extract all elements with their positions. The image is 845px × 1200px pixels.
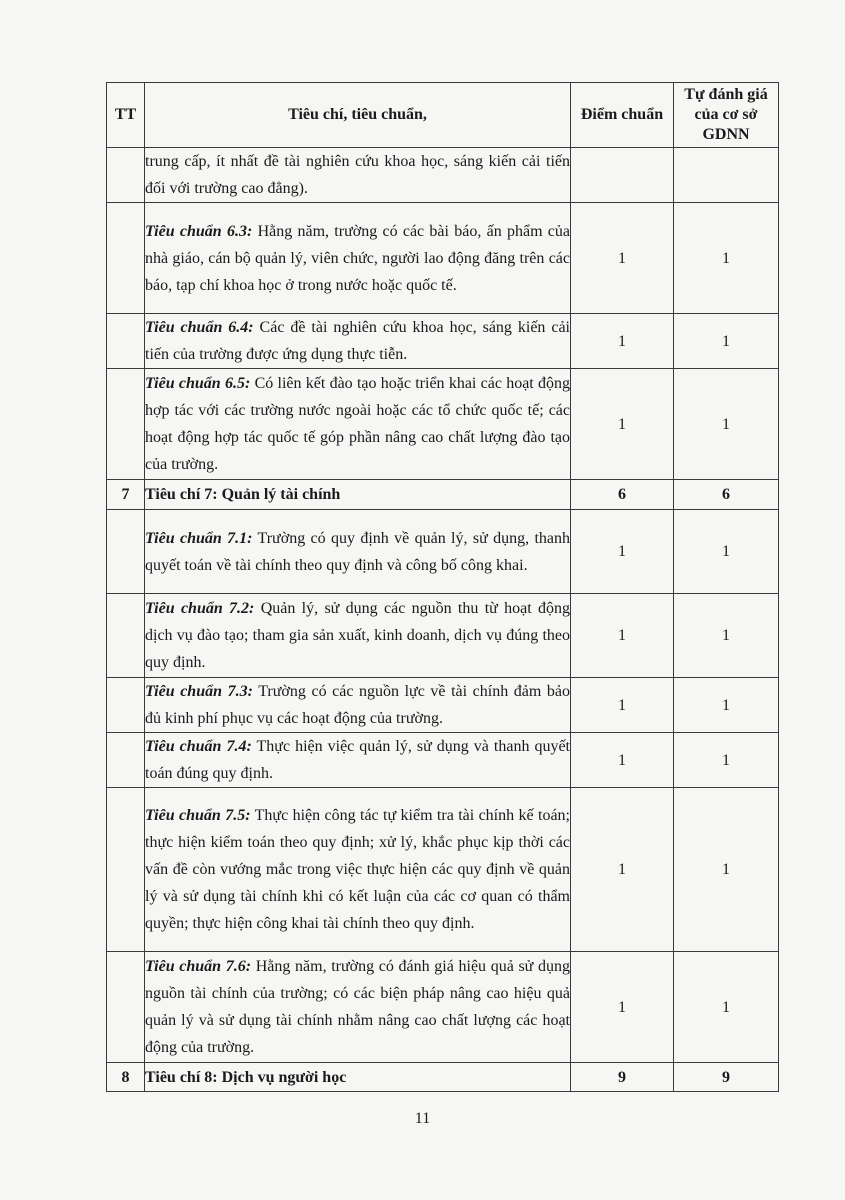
row-description xyxy=(145,480,571,510)
row-tt xyxy=(107,369,145,480)
row-description xyxy=(145,952,571,1063)
row-diem-chuan: 1 xyxy=(571,369,674,480)
standard-text: Tiêu chí 8: Dịch vụ người học xyxy=(145,1068,347,1086)
standard-label: Tiêu chuẩn 7.5: xyxy=(145,807,251,824)
row-tu-danh-gia: 1 xyxy=(674,733,779,788)
row-tu-danh-gia: 1 xyxy=(674,314,779,369)
row-tu-danh-gia: 1 xyxy=(674,510,779,594)
table-header-row xyxy=(107,83,779,148)
standard-label: Tiêu chuẩn 7.2: xyxy=(145,600,255,617)
row-tu-danh-gia: 1 xyxy=(674,203,779,314)
row-tt xyxy=(107,788,145,952)
header-description: Tiêu chí, tiêu chuẩn, xyxy=(145,83,571,148)
standard-text: Quản lý, sử dụng các nguồn thu từ hoạt động dịch vụ đào tạo; tham gia sản xuất, kinh doanh, dịch vụ đúng theo quy định. xyxy=(145,600,570,671)
row-description xyxy=(145,314,571,369)
standard-row xyxy=(107,952,779,1063)
row-tu-danh-gia: 1 xyxy=(674,788,779,952)
standard-text: Trường có quy định về quản lý, sử dụng, thanh quyết toán về tài chính theo quy định và công bố công khai. xyxy=(145,529,570,574)
row-tt xyxy=(107,733,145,788)
standard-label: Tiêu chuẩn 7.3: xyxy=(145,683,253,700)
criteria-table xyxy=(106,82,779,1092)
row-description xyxy=(145,678,571,733)
row-tt xyxy=(107,510,145,594)
standard-row xyxy=(107,203,779,314)
standard-row xyxy=(107,733,779,788)
row-diem-chuan: 1 xyxy=(571,314,674,369)
standard-label: Tiêu chuẩn 6.3: xyxy=(145,222,253,240)
row-tu-danh-gia: 1 xyxy=(674,369,779,480)
row-description xyxy=(145,733,571,788)
standard-label: Tiêu chuẩn 6.5: xyxy=(145,375,251,392)
row-diem-chuan: 1 xyxy=(571,678,674,733)
row-tt xyxy=(107,678,145,733)
row-description xyxy=(145,1063,571,1092)
row-diem-chuan: 6 xyxy=(571,480,674,510)
row-description xyxy=(145,510,571,594)
row-diem-chuan xyxy=(571,148,674,203)
standard-label: Tiêu chuẩn 7.6: xyxy=(145,958,252,975)
row-tu-danh-gia: 9 xyxy=(674,1063,779,1092)
row-tu-danh-gia: 1 xyxy=(674,952,779,1063)
standard-row xyxy=(107,788,779,952)
standard-text: trung cấp, ít nhất đề tài nghiên cứu khoa học, sáng kiến cải tiến đối với trường cao đẳng). xyxy=(145,153,570,197)
row-description xyxy=(145,369,571,480)
header-tt: TT xyxy=(107,83,145,148)
standard-row xyxy=(107,369,779,480)
row-diem-chuan: 1 xyxy=(571,733,674,788)
criterion-row xyxy=(107,1063,779,1092)
page-number: 11 xyxy=(414,1110,431,1127)
standard-text: Tiêu chí 7: Quản lý tài chính xyxy=(145,486,341,503)
row-tt xyxy=(107,594,145,678)
row-description xyxy=(145,148,571,203)
standard-label: Tiêu chuẩn 6.4: xyxy=(145,319,254,336)
row-tt xyxy=(107,203,145,314)
row-tt: 7 xyxy=(107,480,145,510)
standard-text: Thực hiện việc quản lý, sử dụng và thanh quyết toán đúng quy định. xyxy=(145,738,571,782)
row-tt xyxy=(107,148,145,203)
row-diem-chuan: 1 xyxy=(571,510,674,594)
row-description xyxy=(145,788,571,952)
standard-label: Tiêu chuẩn 7.4: xyxy=(145,738,252,755)
row-diem-chuan: 1 xyxy=(571,952,674,1063)
standard-row xyxy=(107,510,779,594)
row-description xyxy=(145,594,571,678)
standard-text: Hằng năm, trường có các bài báo, ấn phẩm của nhà giáo, cán bộ quản lý, viên chức, người lao động đăng trên các báo, tạp chí khoa học ở trong nước hoặc quốc tế. xyxy=(145,222,571,294)
row-tu-danh-gia: 1 xyxy=(674,594,779,678)
row-tt xyxy=(107,314,145,369)
row-diem-chuan: 9 xyxy=(571,1063,674,1092)
row-tt: 8 xyxy=(107,1063,145,1092)
row-tu-danh-gia: 6 xyxy=(674,480,779,510)
row-diem-chuan: 1 xyxy=(571,594,674,678)
standard-row xyxy=(107,314,779,369)
row-tu-danh-gia: 1 xyxy=(674,678,779,733)
row-diem-chuan: 1 xyxy=(571,203,674,314)
standard-label: Tiêu chuẩn 7.1: xyxy=(145,529,253,547)
standard-row xyxy=(107,148,779,203)
standard-text: Các đề tài nghiên cứu khoa học, sáng kiến cải tiến của trường được ứng dụng thực tiễn. xyxy=(145,319,571,363)
standard-row xyxy=(107,678,779,733)
standard-text: Trường có các nguồn lực về tài chính đảm bảo đủ kinh phí phục vụ các hoạt động của trường. xyxy=(145,683,571,727)
header-diem-chuan: Điểm chuẩn xyxy=(571,83,674,148)
standard-row xyxy=(107,594,779,678)
row-tu-danh-gia xyxy=(674,148,779,203)
row-description xyxy=(145,203,571,314)
criterion-row xyxy=(107,480,779,510)
standard-text: Thực hiện công tác tự kiểm tra tài chính kế toán; thực hiện kiểm toán theo quy định; xử lý, khắc phục kịp thời các vấn đề còn vướng mắc trong việc thực hiện các quy định về quản lý và sử dụng tài chính khi có kết luận của các cơ quan có thẩm quyền; thực hiện công khai tài chính theo quy định. xyxy=(145,807,570,932)
header-tu-danh-gia: Tự đánh giá của cơ sở GDNN xyxy=(674,83,779,148)
row-tt xyxy=(107,952,145,1063)
row-diem-chuan: 1 xyxy=(571,788,674,952)
standard-text: Hằng năm, trường có đánh giá hiệu quả sử dụng nguồn tài chính của trường; có các biện pháp nâng cao hiệu quả quản lý và sử dụng tài chính nhằm nâng cao chất lượng các hoạt động của trường. xyxy=(145,958,571,1056)
standard-text: Có liên kết đào tạo hoặc triển khai các hoạt động hợp tác với các trường nước ngoài hoặc các tổ chức quốc tế; các hoạt động hợp tác quốc tế góp phần nâng cao chất lượng đào tạo của trường. xyxy=(145,375,571,473)
